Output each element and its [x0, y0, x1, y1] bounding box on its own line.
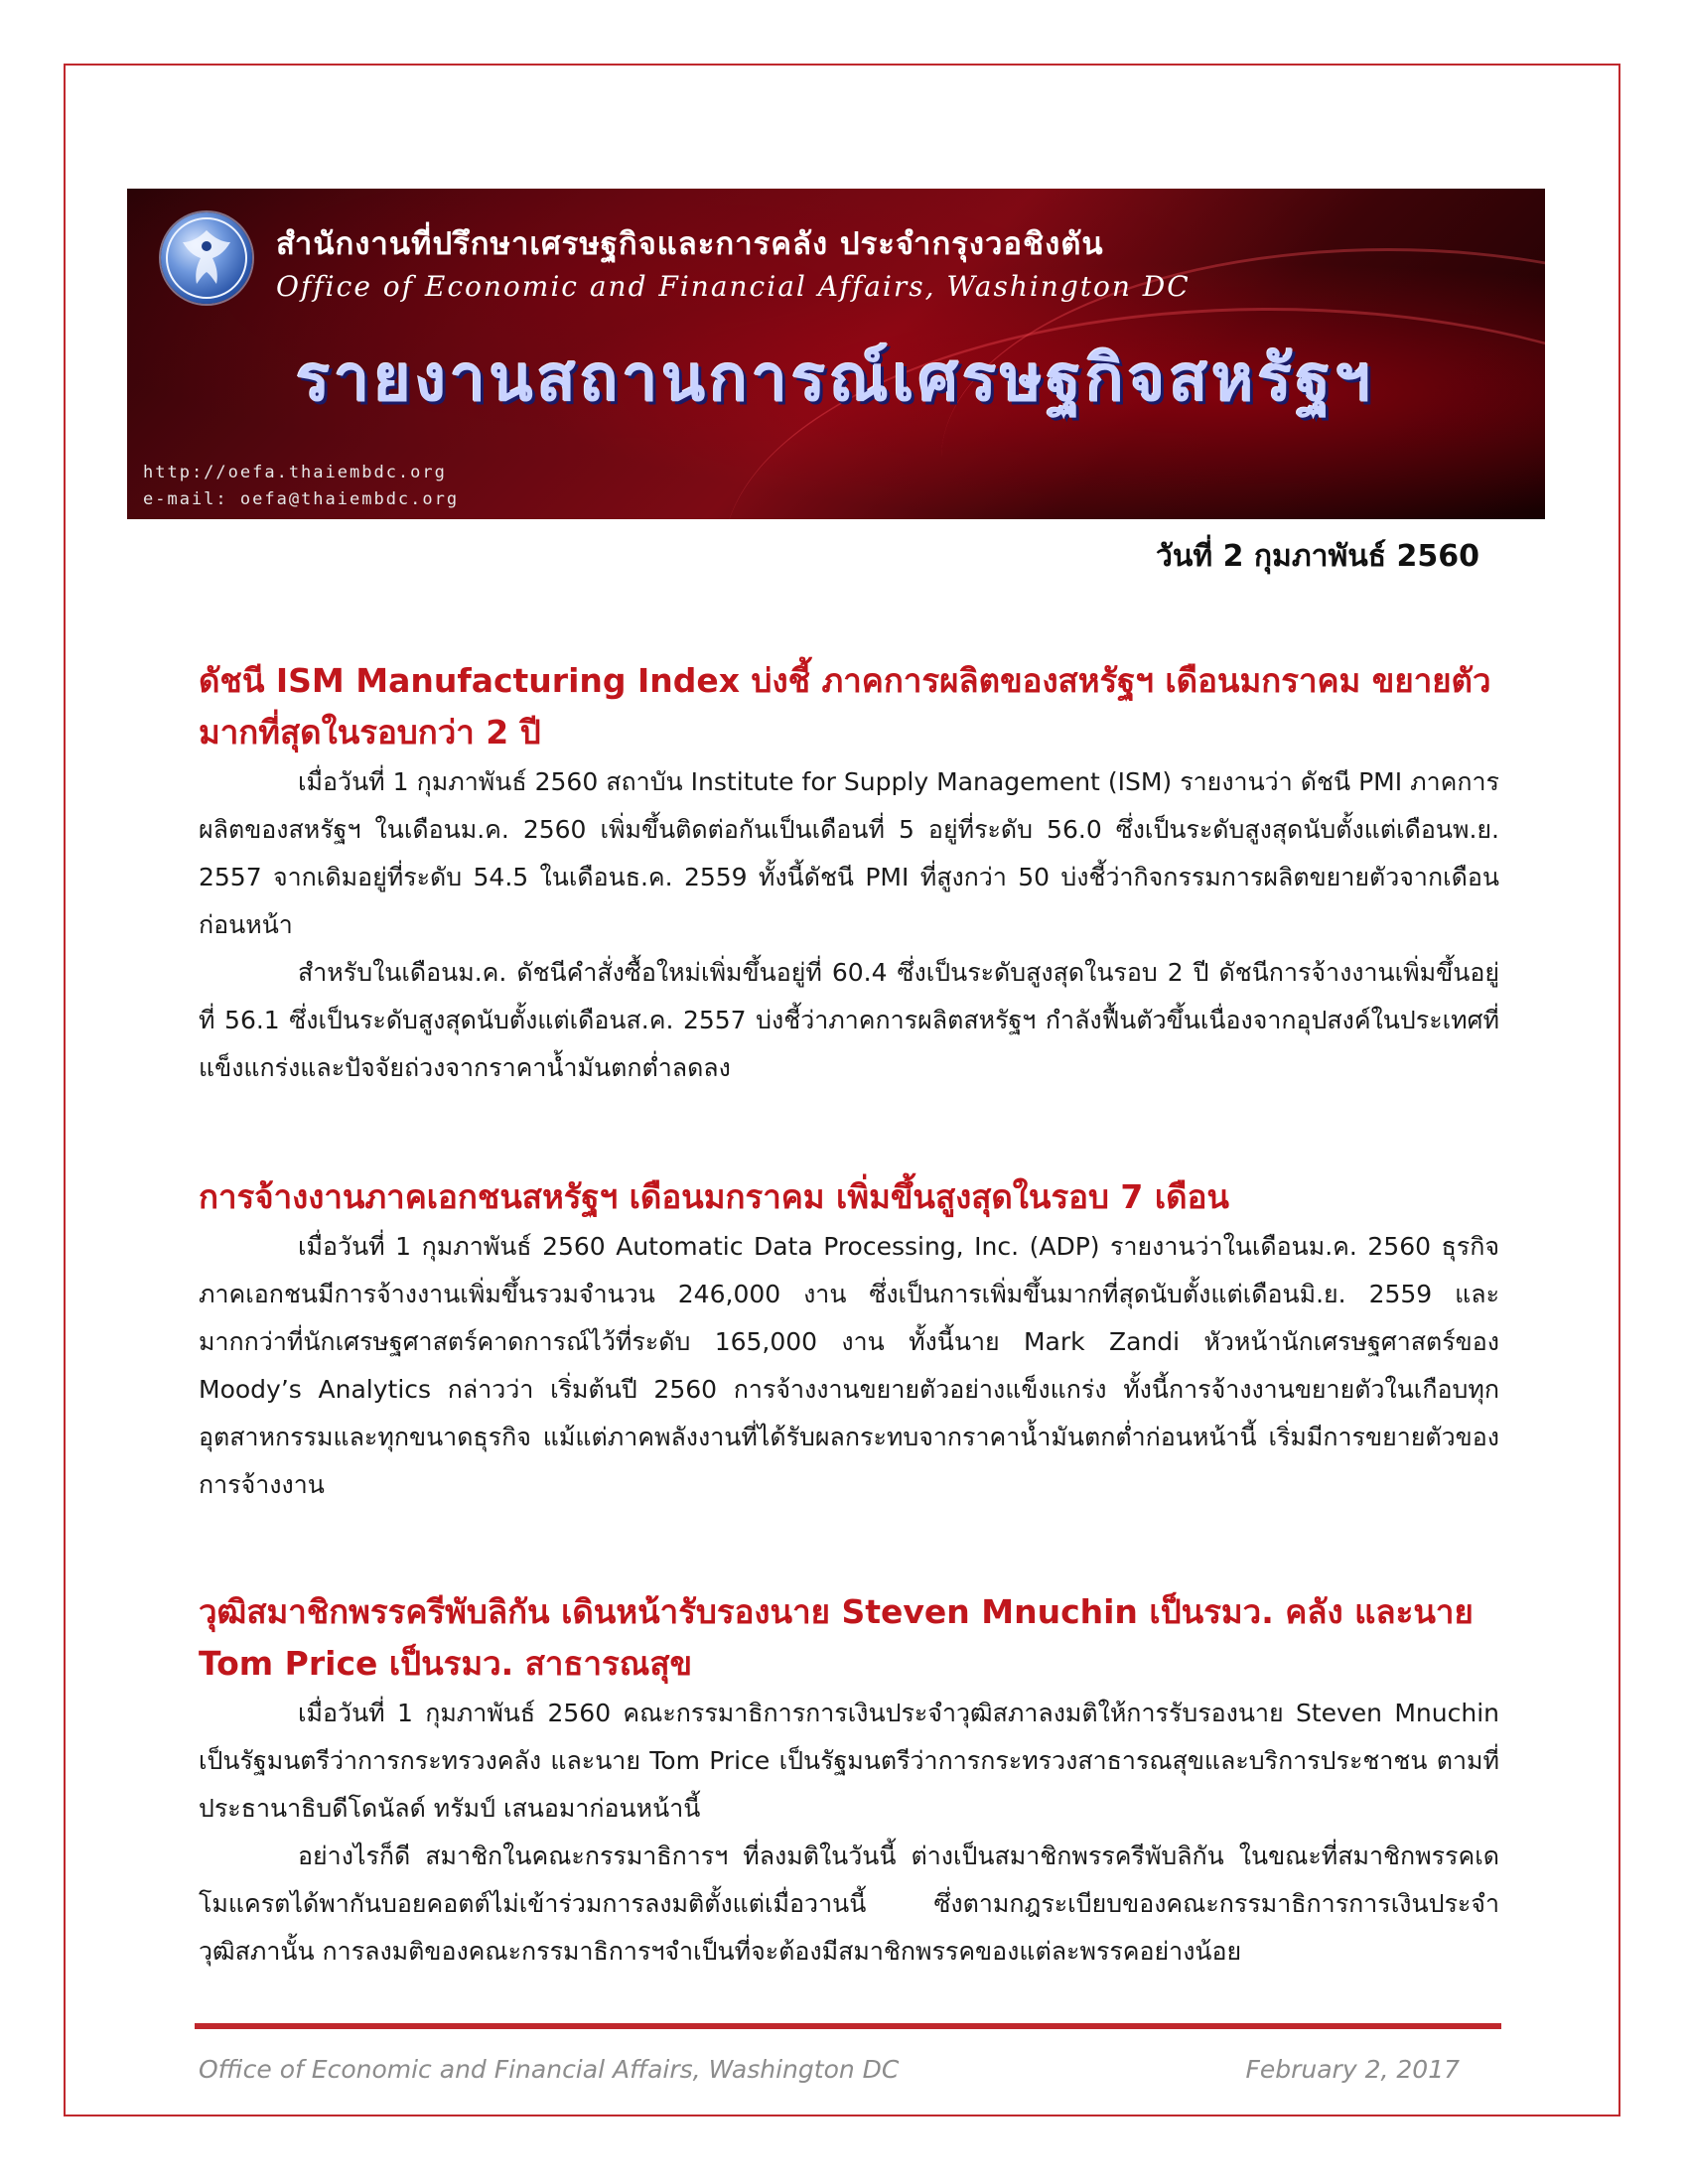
- article-heading: วุฒิสมาชิกพรรครีพับลิกัน เดินหน้ารับรองนาย Steven Mnuchin เป็นรมว. คลัง และนาย Tom Price เป็นรมว. สาธารณสุข: [199, 1592, 1474, 1683]
- footer-date: February 2, 2017: [1245, 2055, 1460, 2084]
- footer-office: Office of Economic and Financial Affairs, Washington DC: [199, 2055, 900, 2084]
- article: [199, 1171, 1499, 1509]
- header-banner: [127, 189, 1545, 519]
- article-paragraph: เมื่อวันที่ 1 กุมภาพันธ์ 2560 Automatic Data Processing, Inc. (ADP) รายงานว่าในเดือนม.ค. 2560 ธุรกิจภาคเอกชนมีการจ้างงานเพิ่มขึ้นรวมจำนวน 246,000 งาน ซึ่งเป็นการเพิ่มขึ้นมากที่สุดนับตั้งแต่เดือนมิ.ย. 2559 และมากกว่าที่นักเศรษฐศาสตร์คาดการณ์ไว้ที่ระดับ 165,000 งาน ทั้งนี้นาย Mark Zandi หัวหน้านักเศรษฐศาสตร์ของ Moody’s Analytics กล่าวว่า เริ่มต้นปี 2560 การจ้างงานขยายตัวอย่างแข็งแกร่ง ทั้งนี้การจ้างงานขยายตัวในเกือบทุกอุตสาหกรรมและทุกขนาดธุรกิจ แม้แต่ภาคพลังงานที่ได้รับผลกระทบจากราคาน้ำมันตกต่ำก่อนหน้านี้ เริ่มมีการขยายตัวของการจ้างงาน: [199, 1232, 1499, 1499]
- article-paragraph: เมื่อวันที่ 1 กุมภาพันธ์ 2560 สถาบัน Institute for Supply Management (ISM) รายงานว่า ดัชนี PMI ภาคการผลิตของสหรัฐฯ ในเดือนม.ค. 2560 เพิ่มขึ้นติดต่อกันเป็นเดือนที่ 5 อยู่ที่ระดับ 56.0 ซึ่งเป็นระดับสูงสุดนับตั้งแต่เดือนพ.ย. 2557 จากเดิมอยู่ที่ระดับ 54.5 ในเดือนธ.ค. 2559 ทั้งนี้ดัชนี PMI ที่สูงกว่า 50 บ่งชี้ว่ากิจกรรมการผลิตขยายตัวจากเดือนก่อนหน้า: [199, 767, 1499, 939]
- article-paragraph: อย่างไรก็ดี สมาชิกในคณะกรรมาธิการฯ ที่ลงมติในวันนี้ ต่างเป็นสมาชิกพรรครีพับลิกัน ในขณะที่สมาชิกพรรคเดโมแครตได้พากันบอยคอตต์ไม่เข้าร่วมการลงมติตั้งแต่เมื่อวานนี้ ซึ่งตามกฎระเบียบของคณะกรรมาธิการการเงินประจำวุฒิสภานั้น การลงมติของคณะกรรมาธิการฯจำเป็นที่จะต้องมีสมาชิกพรรคของแต่ละพรรคอย่างน้อย: [199, 1842, 1499, 1966]
- article-paragraph: เมื่อวันที่ 1 กุมภาพันธ์ 2560 คณะกรรมาธิการการเงินประจำวุฒิสภาลงมติให้การรับรองนาย Steven Mnuchin เป็นรัฐมนตรีว่าการกระทรวงคลัง และนาย Tom Price เป็นรัฐมนตรีว่าการกระทรวงสาธารณสุขและบริการประชาชน ตามที่ประธานาธิบดีโดนัลด์ ทรัมป์ เสนอมาก่อนหน้านี้: [199, 1699, 1499, 1823]
- article: [199, 655, 1499, 1092]
- report-date: วันที่ 2 กุมภาพันธ์ 2560: [1156, 539, 1479, 574]
- article-paragraph: สำหรับในเดือนม.ค. ดัชนีคำสั่งซื้อใหม่เพิ่มขึ้นอยู่ที่ 60.4 ซึ่งเป็นระดับสูงสุดในรอบ 2 ปี ดัชนีการจ้างงานเพิ่มขึ้นอยู่ที่ 56.1 ซึ่งเป็นระดับสูงสุดนับตั้งแต่เดือนส.ค. 2557 บ่งชี้ว่าภาคการผลิตสหรัฐฯ กำลังฟื้นตัวขึ้นเนื่องจากอุปสงค์ในประเทศที่แข็งแกร่งและปัจจัยถ่วงจากราคาน้ำมันตกต่ำลดลง: [199, 958, 1499, 1082]
- banner-email: e-mail: oefa@thaiembdc.org: [143, 489, 460, 509]
- article-heading: การจ้างงานภาคเอกชนสหรัฐฯ เดือนมกราคม เพิ่มขึ้นสูงสุดในรอบ 7 เดือน: [199, 1177, 1229, 1216]
- article-heading: ดัชนี ISM Manufacturing Index บ่งชี้ ภาคการผลิตของสหรัฐฯ เดือนมกราคม ขยายตัวมากที่สุดในรอบกว่า 2 ปี: [199, 661, 1491, 751]
- org-name-english: Office of Economic and Financial Affairs, Washington DC: [276, 270, 1191, 303]
- garuda-emblem-icon: [161, 212, 252, 304]
- org-name-thai: สำนักงานที่ปรึกษาเศรษฐกิจและการคลัง ประจำกรุงวอชิงตัน: [276, 226, 1104, 262]
- report-title: รายงานสถานการณ์เศรษฐกิจสหรัฐฯ: [296, 342, 1375, 416]
- article: [199, 1586, 1499, 1976]
- banner-url: http://oefa.thaiembdc.org: [143, 463, 447, 482]
- footer-divider: [195, 2023, 1501, 2029]
